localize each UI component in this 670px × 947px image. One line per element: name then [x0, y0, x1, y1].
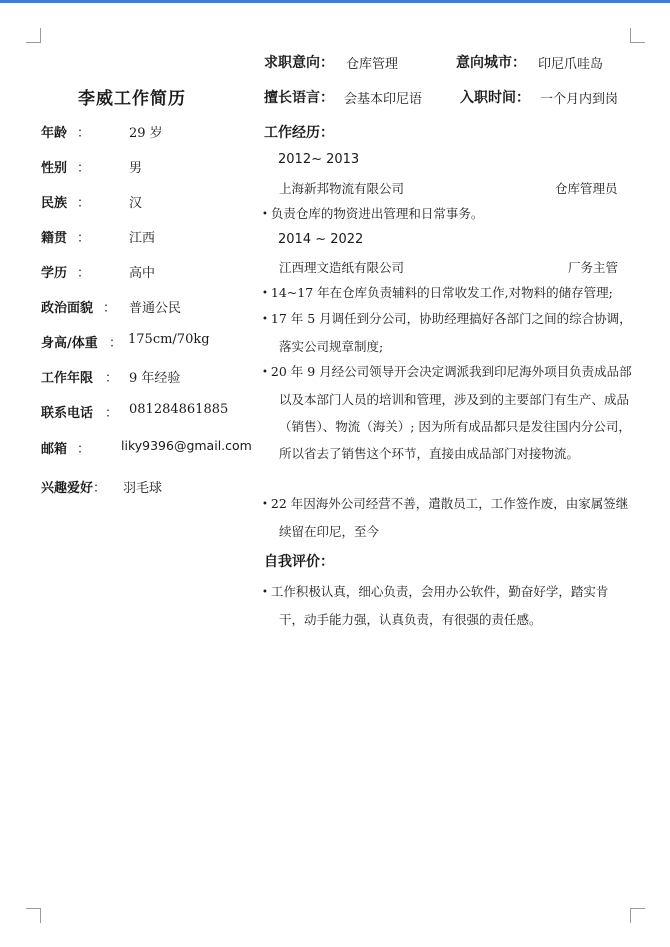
crop-mark-top-left — [26, 28, 41, 43]
personal-label: 政治面貌 — [41, 301, 94, 316]
personal-sep: ： — [77, 126, 91, 141]
top-accent-bar — [0, 0, 670, 3]
personal-value: 普通公民 — [129, 301, 182, 316]
bullet-icon: • — [262, 587, 268, 598]
job-duty: • 负责仓库的物资进出管理和日常事务。 — [262, 206, 484, 221]
personal-value: 男 — [129, 161, 143, 176]
bullet-icon: • — [262, 499, 268, 510]
personal-label: 身高/体重 — [41, 336, 98, 351]
personal-sep: ： — [93, 481, 107, 496]
personal-label: 邮箱 — [41, 442, 68, 457]
personal-value: 汉 — [129, 196, 143, 211]
personal-label: 性别 — [41, 161, 68, 176]
intent-city-label: 意向城市： — [456, 55, 526, 71]
crop-mark-top-right — [630, 28, 645, 43]
job-role: 厂务主管 — [568, 260, 619, 275]
personal-label: 年龄 — [41, 126, 68, 141]
personal-sep: ： — [77, 266, 91, 281]
personal-label: 兴趣爱好 — [41, 481, 94, 496]
personal-sep: ： — [105, 406, 119, 421]
personal-label: 工作年限 — [41, 371, 94, 386]
personal-sep: ： — [77, 196, 91, 211]
personal-sep: ： — [77, 231, 91, 246]
job-duty: • 22 年因海外公司经营不善，遣散员工，工作签作废，由家属签继续留在印尼，至今 — [262, 496, 629, 539]
bullet-icon: • — [262, 314, 268, 325]
intent-start-label: 入职时间： — [460, 90, 530, 106]
personal-value: 江西 — [129, 231, 156, 246]
job-duty: • 17 年 5 月调任到分公司，协助经理搞好各部门之间的综合协调，落实公司规章制度; — [262, 311, 632, 354]
intent-job-label: 求职意向： — [264, 55, 334, 71]
personal-value: 羽毛球 — [123, 481, 163, 496]
job-duty: • 20 年 9 月经公司领导开会决定调派我到印尼海外项目负责成品部以及本部门人员的培训和管理，涉及到的主要部门有生产、成品（销售）、物流（海关）; 因为所有成品都只是发往国内分公司，所以省去了销售这个环节，直接由成品部门对接物流。 — [262, 364, 632, 461]
personal-sep: ： — [103, 301, 117, 316]
personal-label: 联系电话 — [41, 406, 94, 421]
resume-title: 李威工作简历 — [78, 89, 186, 109]
personal-label: 籍贯 — [41, 231, 68, 246]
personal-value: 高中 — [129, 266, 156, 281]
personal-sep: ： — [77, 161, 91, 176]
self-eval-text: • 工作积极认真，细心负责，会用办公软件，勤奋好学，踏实肯干，动手能力强，认真负责，有很强的责任感。 — [262, 584, 609, 627]
job-period: 2012~ 2013 — [278, 152, 360, 167]
intent-start-value: 一个月内到岗 — [540, 92, 619, 107]
job-role: 仓库管理员 — [555, 181, 618, 196]
bullet-icon: • — [262, 367, 268, 378]
personal-value: 175cm/70kg — [128, 332, 210, 347]
personal-value: liky9396@gmail.com — [121, 438, 252, 453]
intent-language-value: 会基本印尼语 — [344, 92, 423, 107]
job-period: 2014 ~ 2022 — [278, 232, 364, 247]
personal-sep: ： — [105, 371, 119, 386]
crop-mark-bottom-left — [26, 908, 41, 923]
intent-job-value: 仓库管理 — [346, 57, 399, 72]
self-eval-heading: 自我评价： — [264, 554, 334, 570]
job-duty: • 14~17 年在仓库负责辅料的日常收发工作,对物料的储存管理; — [262, 285, 613, 300]
personal-value: 081284861885 — [129, 402, 229, 417]
personal-sep: ： — [77, 442, 91, 457]
job-company: 江西理文造纸有限公司 — [279, 260, 405, 275]
intent-city-value: 印尼爪哇岛 — [538, 57, 604, 72]
bullet-icon: • — [262, 288, 268, 299]
bullet-icon: • — [262, 209, 268, 220]
job-company: 上海新邦物流有限公司 — [279, 181, 405, 196]
personal-label: 学历 — [41, 266, 68, 281]
personal-sep: ： — [109, 336, 123, 351]
intent-language-label: 擅长语言： — [264, 90, 334, 106]
personal-label: 民族 — [41, 196, 68, 211]
experience-heading: 工作经历： — [264, 125, 334, 141]
crop-mark-bottom-right — [630, 908, 645, 923]
personal-value: 9 年经验 — [129, 371, 181, 386]
personal-value: 29 岁 — [129, 126, 163, 141]
